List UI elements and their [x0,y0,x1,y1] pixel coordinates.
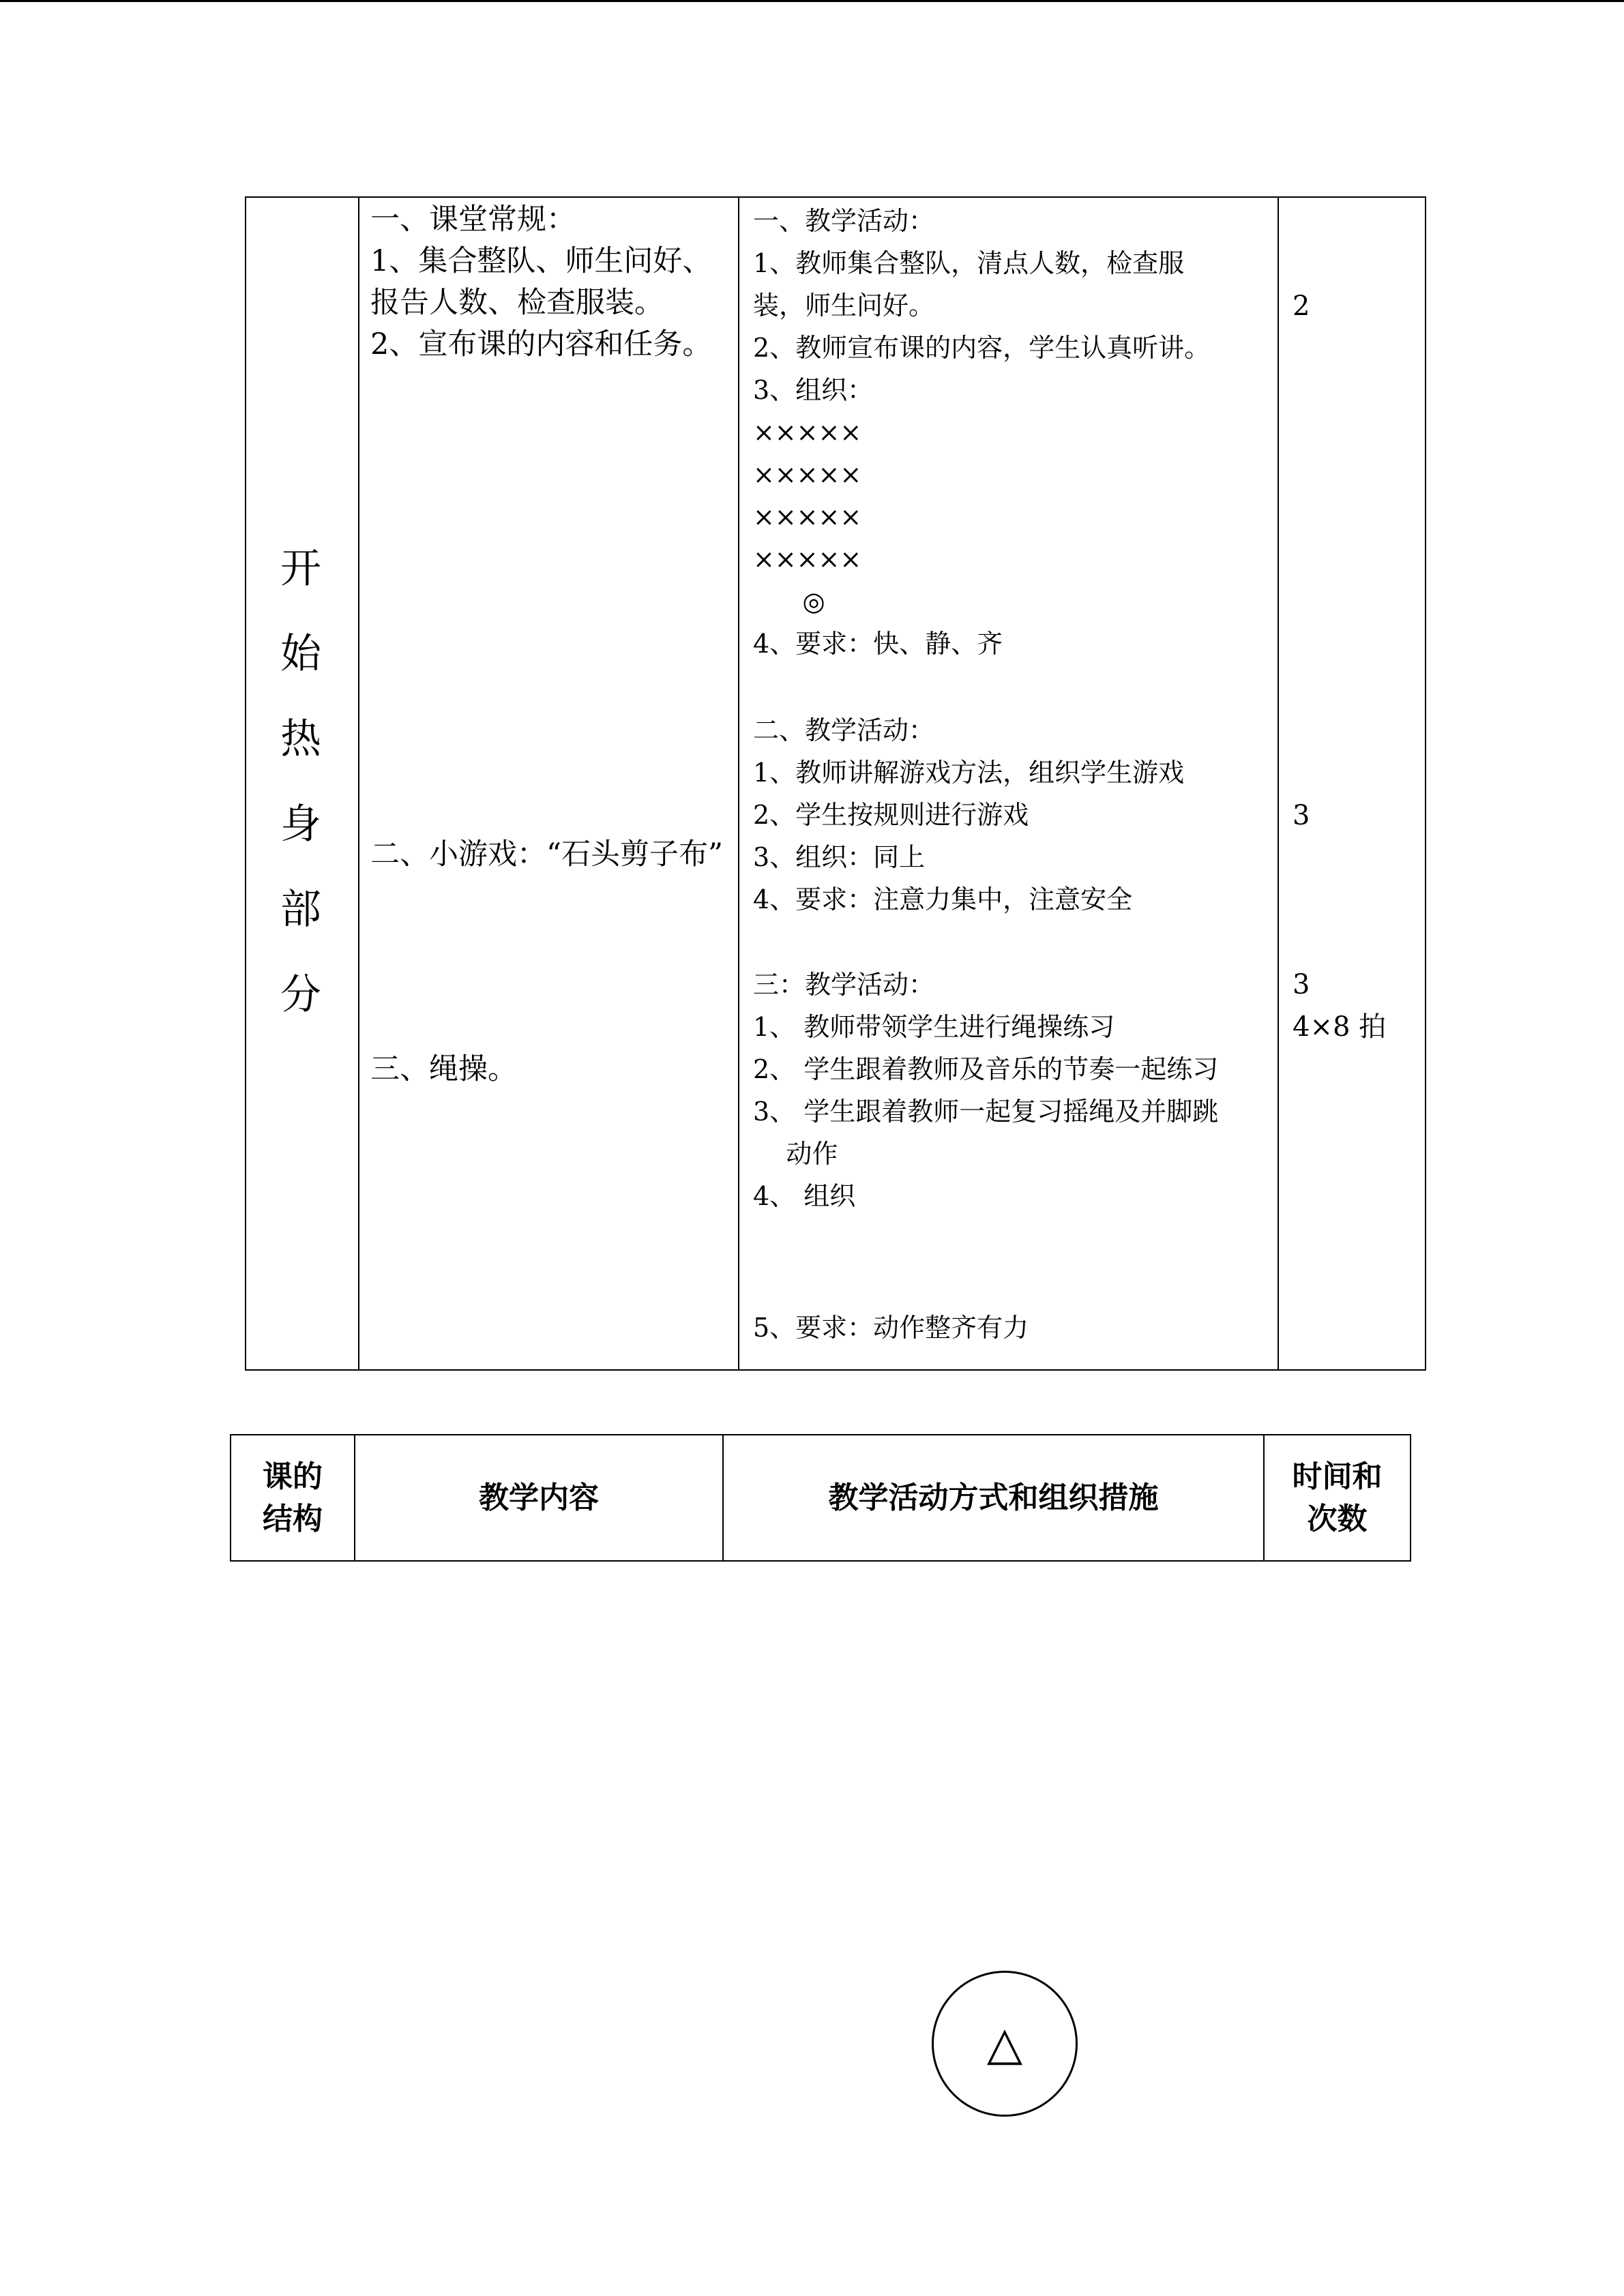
column-divider [738,198,739,1369]
header-text: 教学内容 [479,1480,599,1515]
top-border-line [0,0,1624,2]
header-text: 结构 [263,1501,323,1536]
section-label-char: 热 [280,715,321,763]
formation-row: ××××× [753,417,862,447]
time-cell [1293,198,1429,1369]
activity-line: 3、组织： [753,375,874,405]
header-text: 次数 [1307,1501,1368,1536]
column-divider [358,198,359,1369]
activity-line: 1、教师集合整队，清点人数，检查服 [753,248,1185,278]
content-block-routine [370,199,725,366]
activity-line: 4、要求：注意力集中，注意安全 [753,884,1133,914]
activity-line: 1、 教师带领学生进行绳操练习 [753,1012,1115,1042]
header-content [355,1435,722,1560]
time-block [1293,285,1310,327]
section-label-cell [246,198,358,1369]
formation-row: ××××× [753,544,862,574]
formation-row: ××××× [753,502,862,532]
activity-line: 2、学生按规则进行游戏 [753,800,1029,830]
section-label-char: 始 [280,630,321,678]
activity-line: 5、要求：动作整齐有力 [753,1313,1029,1343]
header-text: 教学活动方式和组织措施 [828,1480,1159,1515]
activity-line: 4、要求：快、静、齐 [753,629,1003,659]
time-block [1293,794,1310,837]
content-line: 三、绳操。 [370,1052,517,1086]
content-line: 二、小游戏：“石头剪子布” [370,837,723,871]
activity-cell [753,198,1292,1369]
formation-row: ××××× [753,460,862,490]
header-table [230,1434,1411,1562]
lesson-plan-table [245,196,1426,1371]
header-activities [724,1435,1263,1560]
activity-block-rope [753,964,1218,1217]
content-cell [370,198,725,1369]
activity-block-requirement [753,1307,1029,1349]
activity-line: 1、教师讲解游戏方法，组织学生游戏 [753,758,1185,788]
activity-line: 3、 学生跟着教师一起复习摇绳及并脚跳 [753,1097,1219,1127]
time-value: 3 [1293,969,1310,1000]
activity-block-game [753,709,1184,921]
activity-block-routine [753,200,1210,665]
activity-line: 4、 组织 [753,1181,856,1211]
activity-line: 二、教学活动： [753,715,935,745]
header-text: 课的 [263,1459,323,1494]
section-label-char: 分 [280,971,321,1019]
activity-line: 一、教学活动： [753,206,935,236]
activity-line: 3、组织：同上 [753,842,926,872]
teacher-marker: ◎ [753,586,825,616]
triangle-icon: △ [986,2016,1023,2071]
section-label-char: 部 [280,886,321,934]
triangle-circle-symbol [932,1971,1078,2117]
content-line: 一、课堂常规： [370,203,576,237]
header-text: 时间和 [1292,1459,1383,1494]
activity-line: 2、 学生跟着教师及音乐的节奏一起练习 [753,1054,1219,1084]
content-block-game [370,834,725,876]
content-block-rope [370,1049,725,1090]
content-line: 2、宣布课的内容和任务。 [370,327,712,361]
section-label-char: 身 [280,801,321,848]
header-structure [231,1435,354,1560]
time-value: 2 [1293,290,1310,322]
activity-line: 三：教学活动： [753,970,935,1000]
time-block [1293,964,1386,1048]
activity-line: 装，师生问好。 [753,290,935,320]
content-line: 1、集合整队、师生问好、报告人数、检查服装。 [370,244,712,320]
header-time [1265,1435,1410,1560]
activity-line: 动作 [753,1139,838,1169]
time-value: 3 [1293,800,1310,831]
section-label-char: 开 [280,545,321,593]
time-value: 4×8 拍 [1293,1011,1387,1043]
activity-line: 2、教师宣布课的内容，学生认真听讲。 [753,333,1211,363]
